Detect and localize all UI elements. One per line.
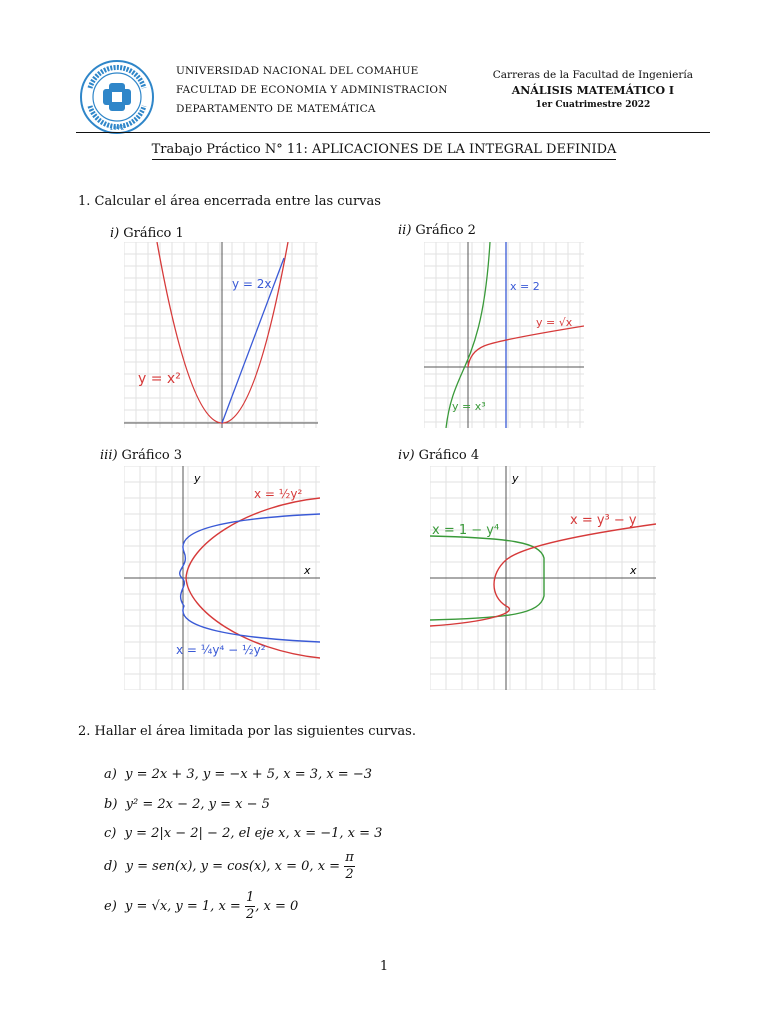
exercise-2-item-d: d) y = sen(x), y = cos(x), x = 0, x = $\frac{\pi}{2}$ [104,850,354,882]
graph-3 [124,466,320,690]
graph-1-label-line: y = 2x [232,277,272,291]
exercise-2-item-b: b) y² = 2x − 2, y = x − 5 [104,797,270,812]
graph-4-label: iv) Gráfico 4 [398,448,480,463]
graph-3-label-red: x = ½y² [254,487,303,501]
graph-3-x-letter: x [304,564,311,577]
header-rule [76,132,710,133]
exercise-2-item-e: e) y = √x, y = 1, x = $\frac{1}{2}$ , x = 0 [104,890,299,922]
term-text: 1er Cuatrimestre 2022 [535,100,651,110]
graph-2-label-cubic: y = x³ [452,400,486,413]
graph-2-label-vertical: x = 2 [510,280,540,293]
graph-2-label: ii) Gráfico 2 [398,223,476,238]
graph-4-label-red: x = y³ − y [570,513,637,528]
graph-1-grid [124,242,318,428]
university-name: UNIVERSIDAD NACIONAL DEL COMAHUE [176,65,419,77]
exercise-1-statement: 1. Calcular el área encerrada entre las curvas [78,194,381,209]
graph-4-x-letter: x [630,564,637,577]
graph-4-y-letter: y [512,472,519,485]
exercise-2-item-a: a) y = 2x + 3, y = −x + 5, x = 3, x = −3 [104,767,372,782]
course-name: ANÁLISIS MATEMÁTICO I [511,84,675,97]
exercise-2-statement: 2. Hallar el área limitada por las siguientes curvas. [78,724,416,739]
careers-text: Carreras de la Facultad de Ingeniería [492,69,693,81]
graph-3-y-letter: y [194,472,201,485]
graph-1-label: i) Gráfico 1 [110,226,184,241]
graph-1-label-parabola: y = x² [138,371,181,387]
header-course [493,68,693,113]
fraction-one-half: $\frac{1}{2}$ [245,890,255,922]
page-title: Trabajo Práctico N° 11: APLICACIONES DE LA INTEGRAL DEFINIDA [0,142,768,157]
graph-2 [424,242,584,428]
graph-1 [124,242,318,428]
page-number: 1 [379,959,389,974]
graph-4 [430,466,656,690]
graph-2-label-sqrt: y = √x [536,316,573,329]
faculty-name: FACULTAD DE ECONOMIA Y ADMINISTRACION [176,84,448,96]
graph-3-label: iii) Gráfico 3 [100,448,183,463]
graph-3-label-blue: x = ¼y⁴ − ½y² [176,643,266,657]
header-institution [176,62,448,119]
exercise-2-item-c: c) y = 2|x − 2| − 2, el eje x, x = −1, x = 3 [104,826,383,841]
department-name: DEPARTAMENTO DE MATEMÁTICA [176,103,376,115]
graph-4-label-green: x = 1 − y⁴ [432,523,500,538]
seal-year: 1972 [109,125,125,132]
university-seal [78,58,156,136]
fraction-pi-over-2: $\frac{\pi}{2}$ [345,850,354,882]
graph-2-grid [424,242,584,428]
graph-2-curve-sqrt [468,326,584,367]
